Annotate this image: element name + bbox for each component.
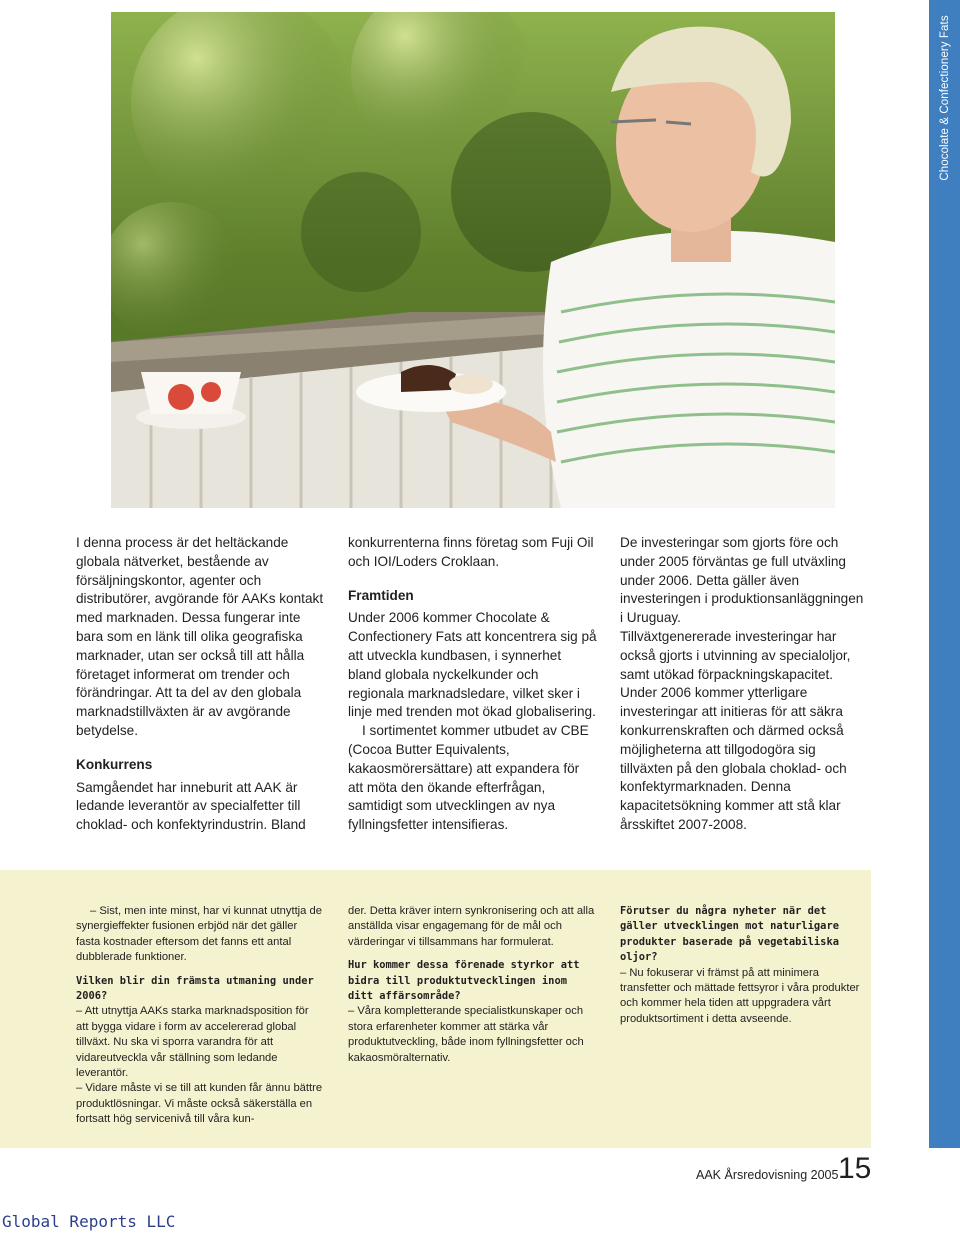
paragraph: Tillväxtgenererade investeringar har också gjorts i utvinning av specialoljor, samt utökad förpackningskapacitet. Under 2006 kommer ytterligare investeringar att initieras för att säkra konkurrenskraften och därmed också möjligheterna att tillgodogöra sig tillväxten på den globala choklad- och konfektyrmarknaden. Denna kapacitetsökning kommer att stå klar årsskiftet 2007-2008. <box>620 628 851 832</box>
text-column-3 <box>620 534 870 835</box>
paragraph: I denna process är det heltäckande globala nätverket, bestående av försäljningskontor, agenter och distributörer, avgörande för AAKs kontakt med marknaden. Dessa fungerar inte bara som en länk till olika geografiska marknader, utan ser också till att hålla företaget informerat om trender och förändringar. Att ta del av den globala marknadstillväxten är av avgörande betydelse. <box>76 535 324 738</box>
watermark: Global Reports LLC <box>2 1212 176 1231</box>
interview-answer: der. Detta kräver intern synkronisering och att alla anställda visar engagemang för de mål och värderingar vi tillsammans har formulerat. <box>348 905 595 948</box>
paragraph: konkurrenterna finns företag som Fuji Oil och IOI/Loders Croklaan. <box>348 535 594 569</box>
interview-answer: – Vidare måste vi se till att kunden får ännu bättre produktlösningar. Vi måste också säkerställa en fortsatt hög servicenivå till våra kun- <box>76 1082 323 1126</box>
interview-answer: – Att utnyttja AAKs starka marknadsposition för att bygga vidare i form av accelererad global tillväxt. Nu ska vi sporra varandra för att vidareutveckla vår ställning som ledande leverantör. <box>76 1005 309 1080</box>
text-column-1 <box>76 534 326 835</box>
paragraph: De investeringar som gjorts före och under 2005 förväntas ge full utväxling under 2006. Detta gäller även investeringen i produktionsanläggningen i Uruguay. <box>620 535 864 626</box>
page-number: 15 <box>838 1152 872 1185</box>
report-title: AAK Årsredovisning 2005 <box>696 1168 839 1182</box>
section-tab <box>929 0 960 1148</box>
interview-column-1 <box>76 904 324 1128</box>
interview-question: Vilken blir din främsta utmaning under 2006? <box>76 974 314 1003</box>
interview-column-2 <box>348 904 596 1066</box>
text-column-2 <box>348 534 598 835</box>
photo-illustration <box>111 12 835 508</box>
interview-question: Hur kommer dessa förenade styrkor att bidra till produktutvecklingen inom ditt affärsområde? <box>348 959 580 1003</box>
interview-box <box>0 870 871 1148</box>
interview-column-3 <box>620 904 868 1027</box>
hero-photo <box>111 12 835 508</box>
interview-answer: – Nu fokuserar vi främst på att minimera transfetter och mättade fettsyror i våra produkter och kommer hela tiden att uppgradera vårt produktsortiment i detta avseende. <box>620 966 860 1025</box>
interview-answer: – Våra kompletterande specialistkunskaper och stora erfarenheter kommer att stärka vår produktutveckling, både inom fyllningsfetter och kakaosmöralternativ. <box>348 1005 584 1064</box>
section-heading-konkurrens: Konkurrens <box>76 756 153 772</box>
interview-question: Förutser du några nyheter när det gäller utvecklingen mot naturligare produkter baserade på vegetabiliska oljor? <box>620 905 839 964</box>
paragraph: Under 2006 kommer Chocolate & Confectionery Fats att koncentrera sig på att utveckla kundbasen, i synnerhet bland globala nyckelkunder och regionala marknadsledare, vilket sker i linje med trenden mot ökad globalisering. <box>348 610 597 720</box>
section-tab-label: Chocolate & Confectionery Fats <box>938 15 951 181</box>
interview-answer: – Sist, men inte minst, har vi kunnat utnyttja de synergieffekter fusionen erbjöd när det gäller fasta kostnader eftersom det fanns ett antal dubblerade funktioner. <box>76 905 322 964</box>
section-heading-framtiden: Framtiden <box>348 587 414 603</box>
paragraph: I sortimentet kommer utbudet av CBE (Cocoa Butter Equivalents, kakaosmörersättare) att expandera för att möta den ökande efterfrågan, samtidigt som utvecklingen av nya fyllningsfetter intensifieras. <box>348 723 589 833</box>
paragraph: Samgåendet har inneburit att AAK är ledande leverantör av specialfetter till choklad- och konfektyrindustrin. Bland <box>76 779 306 833</box>
